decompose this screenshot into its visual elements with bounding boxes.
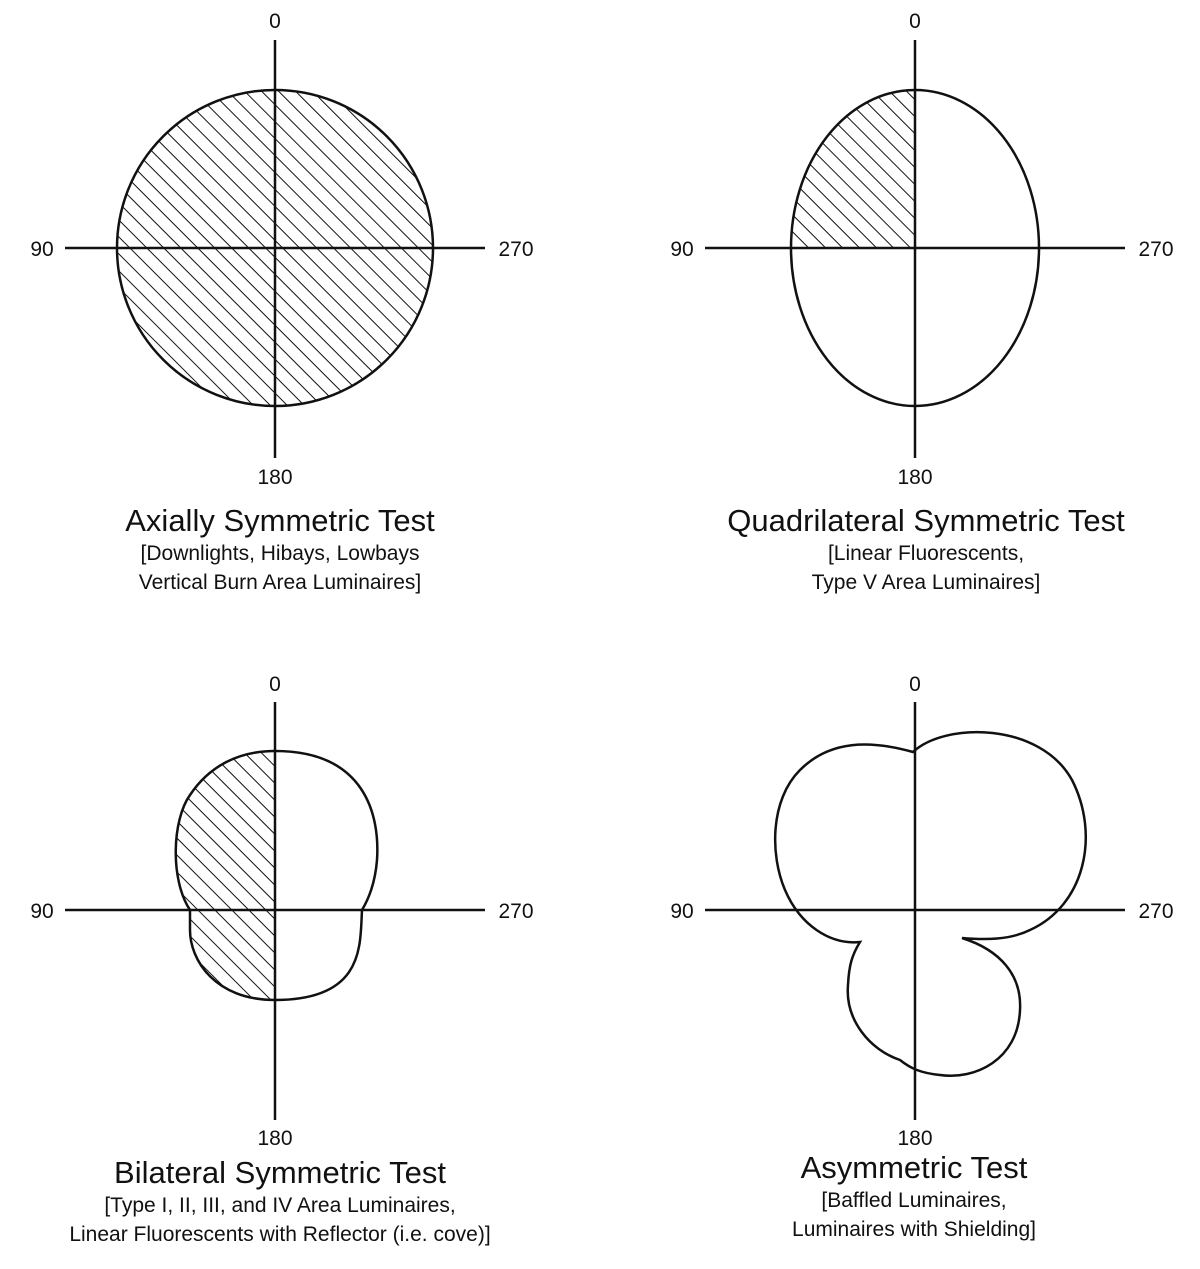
asymmetric-diagram bbox=[670, 673, 1173, 1150]
axial-subtitle-line-1: [Downlights, Hibays, Lowbays bbox=[140, 542, 420, 565]
bilateral-subtitle-line-1: [Type I, II, III, and IV Area Luminaires, bbox=[104, 1194, 456, 1217]
bilateral-label-180: 180 bbox=[257, 1127, 293, 1150]
bilateral-caption bbox=[0, 1155, 560, 1249]
asymmetric-subtitle-line-2: Luminaires with Shielding] bbox=[792, 1218, 1036, 1241]
axial-label-270: 270 bbox=[498, 238, 534, 261]
bilateral-hatched-half bbox=[176, 751, 378, 1000]
asymmetric-title: Asymmetric Test bbox=[800, 1150, 1028, 1185]
bilateral-label-90: 90 bbox=[30, 900, 54, 923]
axial-label-90: 90 bbox=[30, 238, 54, 261]
asymmetric-distribution-shape bbox=[775, 732, 1086, 1076]
quadrilateral-caption bbox=[646, 503, 1200, 597]
asymmetric-label-180: 180 bbox=[897, 1127, 933, 1150]
quadrilateral-label-270: 270 bbox=[1138, 238, 1174, 261]
axial-caption bbox=[0, 503, 560, 597]
asymmetric-label-270: 270 bbox=[1138, 900, 1174, 923]
bilateral-title: Bilateral Symmetric Test bbox=[114, 1155, 446, 1190]
quadrilateral-subtitle-line-2: Type V Area Luminaires] bbox=[811, 571, 1041, 594]
quadrilateral-label-90: 90 bbox=[670, 238, 694, 261]
asymmetric-label-90: 90 bbox=[670, 900, 694, 923]
bilateral-subtitle-line-2: Linear Fluorescents with Reflector (i.e. cove)] bbox=[69, 1223, 491, 1246]
bilateral-label-270: 270 bbox=[498, 900, 534, 923]
axial-subtitle-line-2: Vertical Burn Area Luminaires] bbox=[138, 571, 422, 594]
quadrilateral-subtitle-line-1: [Linear Fluorescents, bbox=[827, 542, 1025, 565]
axial-label-180: 180 bbox=[257, 466, 293, 489]
asymmetric-caption bbox=[634, 1150, 1194, 1244]
bilateral-symmetric-diagram bbox=[30, 673, 533, 1150]
quadrilateral-symmetric-diagram bbox=[670, 10, 1173, 489]
bilateral-label-0: 0 bbox=[269, 673, 281, 696]
asymmetric-label-0: 0 bbox=[909, 673, 921, 696]
quadrilateral-title: Quadrilateral Symmetric Test bbox=[727, 503, 1125, 538]
axial-title: Axially Symmetric Test bbox=[125, 503, 435, 538]
quadrilateral-label-0: 0 bbox=[909, 10, 921, 33]
axially-symmetric-diagram bbox=[30, 10, 533, 489]
axial-label-0: 0 bbox=[269, 10, 281, 33]
quadrilateral-label-180: 180 bbox=[897, 466, 933, 489]
asymmetric-subtitle-line-1: [Baffled Luminaires, bbox=[821, 1189, 1007, 1212]
